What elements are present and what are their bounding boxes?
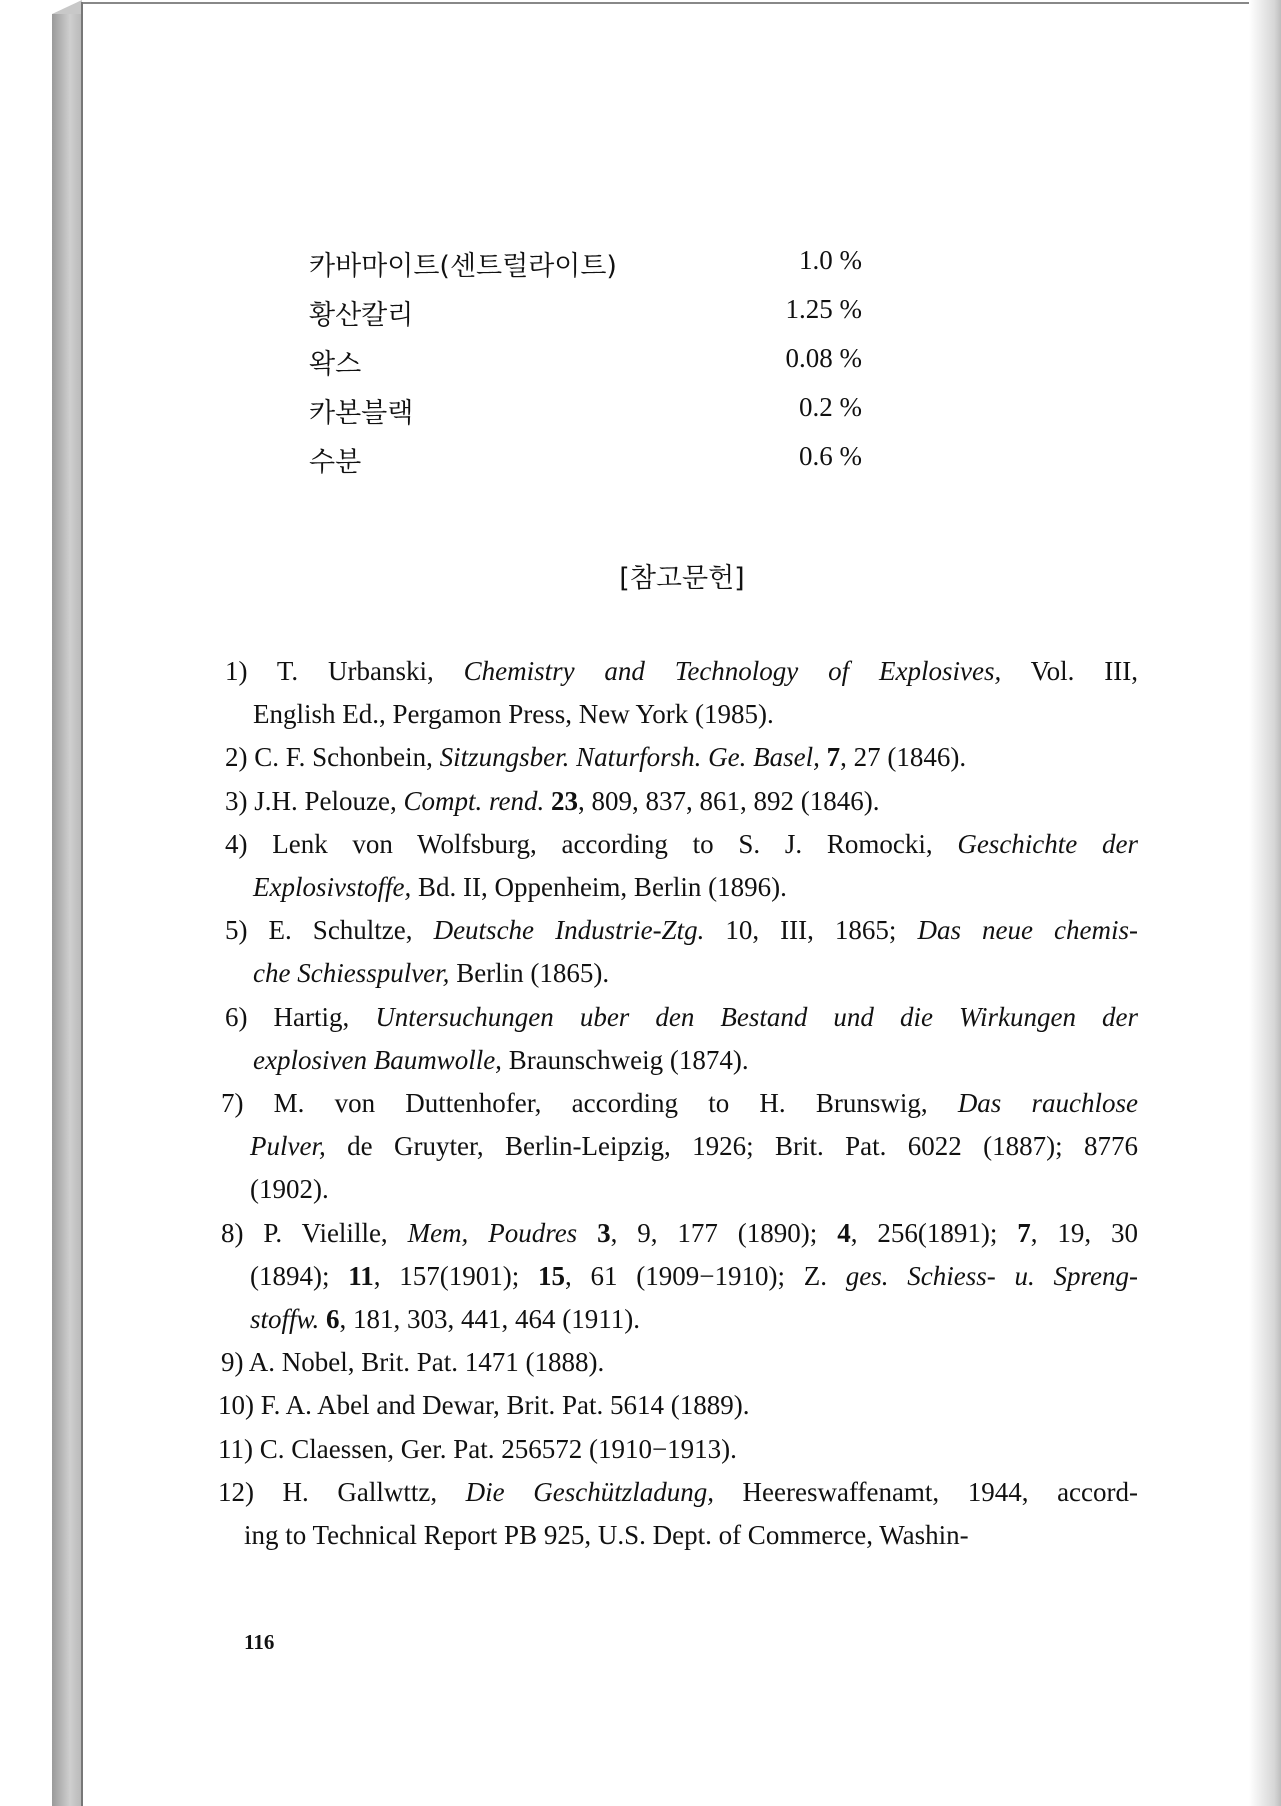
reference-line [250,1173,1138,1205]
reference-text: 9) A. Nobel, Brit. Pat. 1471 (1888). [221,1347,605,1378]
reference-text: ing to Technical Report PB 925, U.S. Dept. of Commerce, Washin- [244,1520,969,1550]
reference-line [250,1260,1138,1292]
component-value: 1.0 % [799,245,862,275]
reference-text: (1894); [250,1260,349,1291]
reference-text: ges. Schiess- u. Spreng- [845,1260,1139,1291]
reference-text: Pulver, [250,1131,326,1162]
reference-text: explosiven Baumwolle, [253,1044,502,1075]
component-name: 황산칼리 [309,300,414,331]
reference-text: 7 [826,742,841,773]
component-value: 0.08 % [785,343,862,373]
reference-text: 11) C. Claessen, Ger. Pat. 256572 (1910−1913). [218,1433,737,1464]
reference-text: Vol. III, [1001,656,1138,686]
reference-line [225,914,1138,946]
component-name: 왁스 [309,349,362,380]
reference-text: Berlin (1865). [449,958,610,989]
reference-text: , 157(1901); [373,1260,539,1291]
reference-text [577,1218,597,1248]
reference-text: che Schiesspulver, [253,958,450,989]
reference-text: Explosivstoffe, [253,872,412,902]
reference-text: Heereswaffenamt, 1944, accord- [713,1476,1139,1507]
reference-line [221,1217,1138,1249]
reference-text: (1902). [250,1174,329,1205]
reference-text: 3 [597,1217,611,1248]
component-value: 0.2 % [799,392,862,422]
reference-line [218,1433,1138,1465]
reference-text: Untersuchungen uber den Bestand und die Wirkungen der [375,1001,1138,1032]
reference-line [225,828,1138,860]
component-value: 1.25 % [785,294,862,324]
component-name: 수분 [309,447,362,478]
reference-line [225,741,1138,773]
reference-text: 15 [538,1260,566,1291]
book-spine [52,14,82,1806]
reference-text: Mem, Poudres [407,1217,578,1248]
reference-text: , 27 (1846). [840,742,967,773]
reference-line [250,1303,1138,1335]
reference-text: 8) P. Vielille, [221,1217,408,1248]
reference-text: 6) Hartig, [225,1001,376,1032]
reference-text: , 181, 303, 441, 464 (1911). [339,1304,641,1334]
page-number: 116 [244,1630,275,1654]
reference-text: 10, III, 1865; [704,915,918,946]
book-spine-top [52,0,82,14]
page-edge [82,2,1281,4]
reference-text: 1) T. Urbanski, [225,656,464,686]
reference-line [218,1476,1138,1508]
reference-text: Braunschweig (1874). [501,1044,749,1075]
reference-text: , 19, 30 [1030,1217,1139,1248]
reference-text: Die Geschützladung, [465,1476,714,1507]
reference-text: stoffw. [250,1304,320,1334]
reference-line [253,698,1138,730]
reference-text: 10) F. A. Abel and Dewar, Brit. Pat. 5614 (1889). [218,1390,750,1421]
reference-line [253,957,1138,989]
reference-text: English Ed., Pergamon Press, New York (1985). [253,699,774,730]
reference-text: 4) Lenk von Wolfsburg, according to S. J. Romocki, [225,828,958,859]
reference-text: de Gruyter, Berlin-Leipzig, 1926; Brit. Pat. 6022 (1887); 8776 [325,1131,1138,1162]
reference-text: Das rauchlose [957,1088,1138,1118]
reference-text: 12) H. Gallwttz, [218,1476,466,1507]
reference-line [225,1001,1138,1033]
reference-text: 3) J.H. Pelouze, [225,785,404,816]
reference-text: , 61 (1909−1910); Z. [565,1260,846,1291]
component-name: 카본블랙 [309,398,414,429]
reference-line [225,785,1138,817]
reference-line [253,871,1138,903]
reference-text: 23 [550,785,578,816]
component-value: 0.6 % [799,441,862,471]
reference-text: Geschichte der [957,828,1138,859]
page-edge [81,2,83,1806]
reference-text: 5) E. Schultze, [225,915,434,946]
reference-text: , 256(1891); [850,1217,1018,1248]
reference-text: Sitzungsber. Naturforsh. Ge. Basel, [439,742,820,773]
reference-line [253,1044,1138,1076]
reference-text: 4 [837,1217,851,1248]
component-name: 카바마이트(센트럴라이트) [309,251,617,282]
reference-line [221,1346,1138,1378]
reference-text: Chemistry and Technology of Explosives, [463,656,1002,686]
reference-text: , 9, 177 (1890); [610,1217,838,1248]
reference-text: 7 [1017,1217,1031,1248]
reference-line [218,1389,1138,1421]
reference-text: , 809, 837, 861, 892 (1846). [577,785,880,816]
reference-text: Das neue chemis- [917,915,1138,946]
reference-line [221,1087,1138,1119]
reference-text: 11 [348,1260,374,1291]
reference-text: Compt. rend. [403,785,545,816]
reference-text: Bd. II, Oppenheim, Berlin (1896). [411,872,787,902]
reference-text: 7) M. von Duttenhofer, according to H. Brunswig, [221,1088,958,1118]
reference-text [544,786,551,816]
reference-text [820,742,827,772]
references-heading: [참고문헌] [619,563,745,594]
reference-line [225,655,1138,687]
reference-text: 6 [326,1304,340,1334]
reference-text: Deutsche Industrie-Ztg. [433,915,705,946]
page-shadow [1249,0,1281,1806]
reference-line [250,1130,1138,1162]
reference-text: 2) C. F. Schonbein, [225,742,440,773]
reference-line [244,1519,1138,1551]
